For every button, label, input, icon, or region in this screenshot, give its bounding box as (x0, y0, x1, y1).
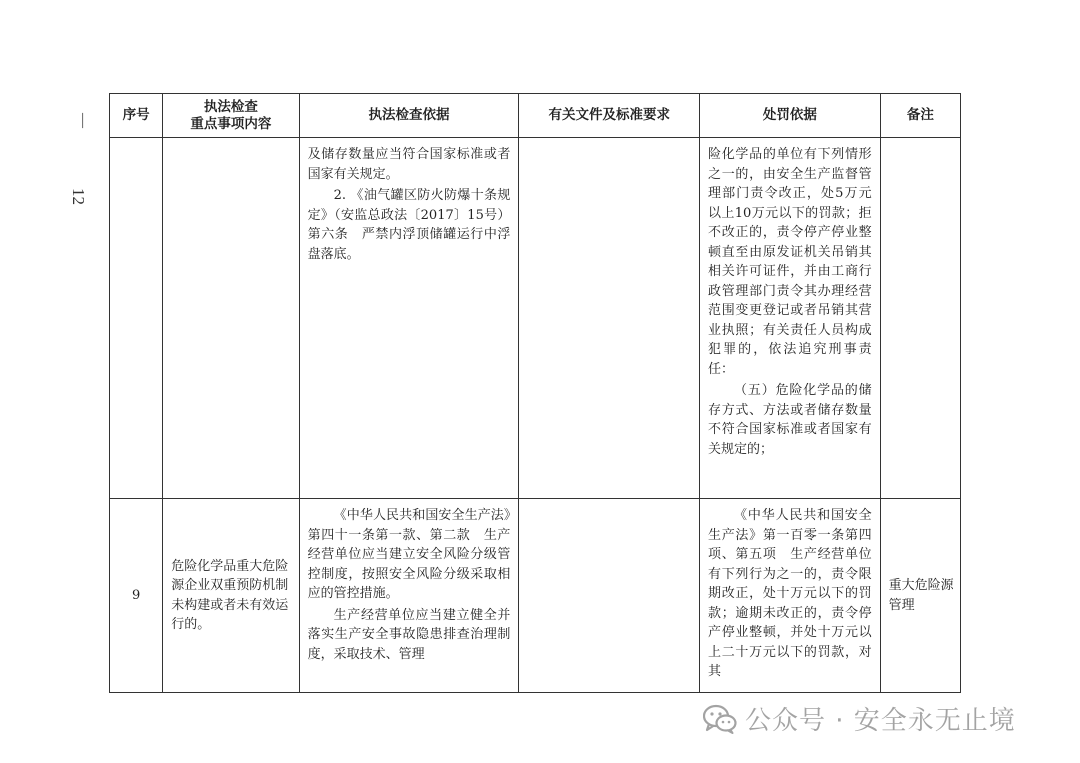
cell-basis (299, 499, 519, 693)
header-basis: 执法检查依据 (299, 94, 519, 138)
cell-basis (299, 138, 519, 499)
cell-standards (519, 138, 700, 499)
header-item: 执法检查 重点事项内容 (163, 94, 299, 138)
table-header-row (110, 94, 961, 138)
cell-standards (519, 499, 700, 693)
cell-index (110, 138, 163, 499)
cell-remarks: 重大危险源管理 (880, 499, 960, 693)
basis-paragraph: 2. 《油气罐区防火防爆十条规定》（安监总政法〔2017〕15号）第六条 严禁内浮顶储罐运行中浮盘落底。 (307, 188, 511, 262)
cell-penalty (700, 138, 881, 499)
penalty-paragraph: 《中华人民共和国安全生产法》第一百零一条第四项、第五项 生产经营单位有下列行为之一的，责令限期改正，处十万元以下的罚款；逾期未改正的，责令停产停业整顿，并处十万元以上二十万元以下的罚款，对其 (708, 508, 872, 679)
cell-remarks (880, 138, 960, 499)
cell-item (163, 138, 299, 499)
penalty-paragraph: 险化学品的单位有下列情形之一的，由安全生产监督管理部门责令改正，处5万元以上10万元以下的罚款；拒不改正的，责令停产停业整顿直至由原发证机关吊销其相关许可证件，并由工商行政管理部门责令其办理经营范围变更登记或者吊销其营业执照；有关责任人员构成犯罪的，依法追究刑事责任： (708, 147, 872, 377)
header-standards: 有关文件及标准要求 (519, 94, 700, 138)
cell-penalty (700, 499, 881, 693)
basis-paragraph: 《中华人民共和国安全生产法》第四十一条第一款、第二款 生产经营单位应当建立安全风险分级管控制度，按照安全风险分级采取相应的管控措施。 (307, 508, 511, 601)
table-row (110, 138, 961, 499)
watermark-text: 公众号 · 安全永无止境 (745, 706, 1016, 736)
basis-paragraph: 生产经营单位应当建立健全并落实生产安全事故隐患排查治理制度，采取技术、管理 (307, 607, 511, 662)
table-row (110, 499, 961, 693)
wechat-icon (703, 704, 737, 734)
page-number: 12 (69, 188, 88, 205)
header-remarks: 备注 (880, 94, 960, 138)
watermark (703, 700, 1016, 737)
cell-item: 危险化学品重大危险源企业双重预防机制未构建或者未有效运行的。 (163, 499, 299, 693)
page-dash: — (75, 113, 91, 128)
enforcement-table (109, 93, 961, 693)
cell-index: 9 (110, 499, 163, 693)
penalty-paragraph: （五）危险化学品的储存方式、方法或者储存数量不符合国家标准或者国家有关规定的； (708, 383, 872, 457)
basis-paragraph: 及储存数量应当符合国家标准或者国家有关规定。 (307, 147, 511, 182)
header-penalty: 处罚依据 (700, 94, 881, 138)
header-index: 序号 (110, 94, 163, 138)
